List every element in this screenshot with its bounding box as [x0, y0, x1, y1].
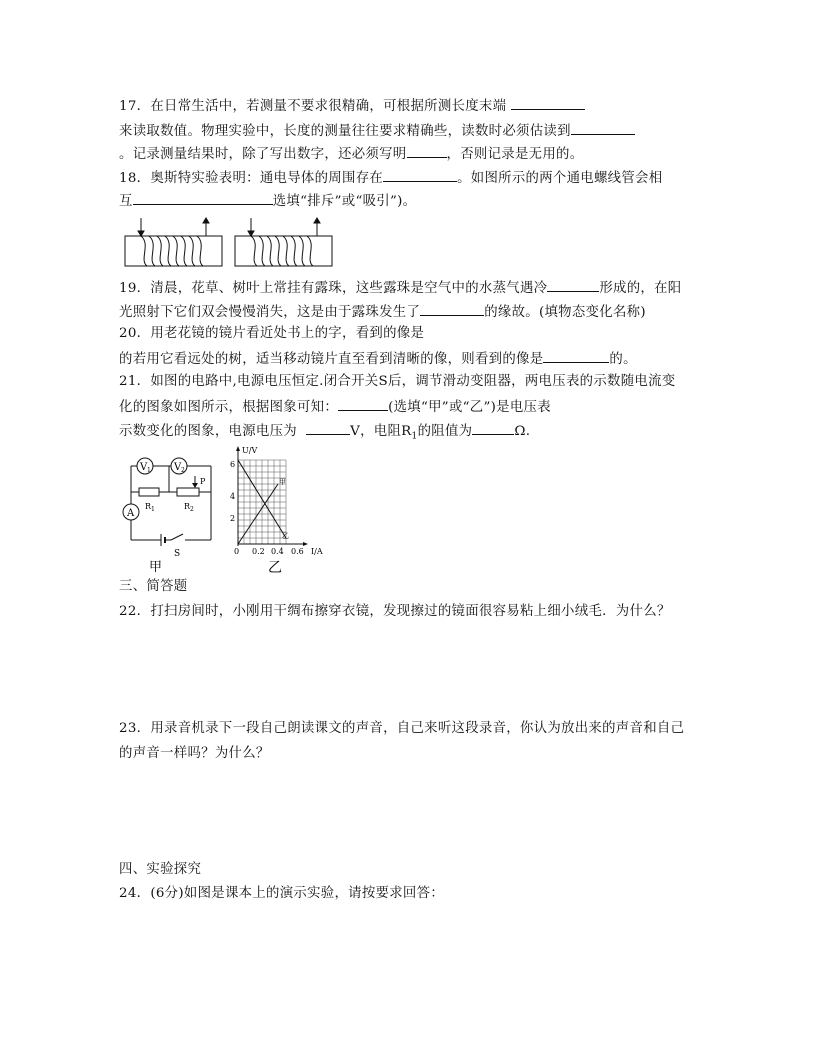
resistor-r2 — [177, 488, 199, 496]
q19-blank1[interactable] — [547, 278, 599, 292]
q17-blank3[interactable] — [407, 144, 447, 158]
graph-label-jia: 甲 — [279, 478, 286, 486]
x-tick-0.4: 0.4 — [271, 547, 284, 556]
q18-line1: 18．奥斯特实验表明：通电导体的周围存在 。如图所示的两个通电螺线管会相 — [119, 168, 662, 188]
q19-line2: 光照射下它们双会慢慢消失，这是由于露珠发生了 的缘故。(填物态变化名称) — [119, 302, 646, 322]
q21-blank3[interactable] — [472, 421, 514, 435]
q23-line2: 的声音一样吗？为什么？ — [119, 746, 270, 761]
q22-text: 22．打扫房间时，小刚用干绸布擦穿衣镜，发现擦过的镜面很容易粘上细小绒毛．为什么？ — [119, 604, 671, 619]
y-tick-4: 4 — [230, 492, 236, 501]
voltmeter-v2-label: V — [174, 462, 182, 473]
slider-label: P — [200, 477, 206, 486]
q20-line1: 20．用老花镜的镜片看近处书上的字，看到的像是 — [119, 326, 425, 341]
q21-line2: 化的图象如图所示，根据图象可知： (选填“甲”或“乙”)是电压表 — [119, 397, 551, 417]
q19-blank2[interactable] — [420, 302, 484, 316]
resistor-r1-sub: 1 — [151, 506, 155, 513]
resistor-r2-sub: 2 — [190, 506, 194, 513]
q17-blank2[interactable] — [571, 121, 635, 135]
q19-line1: 19．清晨，花草、树叶上常挂有露珠，这些露珠是空气中的水蒸气遇冷 形成的，在阳 — [119, 278, 682, 298]
q18-blank1[interactable] — [383, 168, 457, 182]
q17-line1: 17．在日常生活中，若测量不要求很精确，可根据所测长度末端 — [119, 96, 585, 116]
resistor-r1 — [139, 488, 159, 496]
solenoid-left — [125, 218, 222, 266]
q17-line2: 来读取数值。物理实验中，长度的测量往往要求精确些，读数时必须估读到 — [119, 121, 635, 141]
resistor-r2-label: R — [184, 502, 191, 511]
voltmeter-v1-label: V — [140, 462, 148, 473]
slider-arrow — [192, 476, 198, 488]
graph-xlabel: I/A — [311, 547, 323, 556]
voltmeter-v1-sub: 1 — [147, 467, 151, 474]
graph-ylabel: U/V — [242, 446, 258, 455]
circuit-figure — [121, 452, 221, 574]
q24-text: 24．(6分)如图是课本上的演示实验，请按要求回答： — [119, 886, 445, 901]
q20-blank[interactable] — [543, 349, 609, 363]
circuit-caption: 甲 — [149, 560, 163, 574]
graph-caption: 乙 — [268, 560, 282, 576]
resistor-r1-label: R — [145, 502, 152, 511]
q20-line2: 的若用它看远处的树，适当移动镜片直至看到清晰的像，则看到的像是 的。 — [119, 349, 637, 369]
q21-line3: 示数变化的图象，电源电压为 V，电阻$R_1$的阻值为 Ω. — [119, 421, 530, 446]
solenoids-figure — [121, 214, 341, 270]
voltmeter-v2-sub: 2 — [181, 467, 185, 474]
solenoid-right — [235, 218, 332, 266]
q18-blank2[interactable] — [133, 191, 273, 205]
graph-figure — [228, 442, 348, 576]
y-tick-2: 2 — [230, 514, 236, 523]
x-tick-0.6: 0.6 — [291, 547, 304, 556]
q17-blank1[interactable] — [511, 96, 585, 110]
q17-line3: 。记录测量结果时，除了写出数字，还必须写明 ，否则记录是无用的。 — [119, 144, 583, 164]
section4-title: 四、实验探究 — [119, 862, 202, 877]
q21-blank1[interactable] — [338, 397, 388, 411]
switch-label: S — [174, 549, 181, 559]
q21-blank2[interactable] — [306, 421, 350, 435]
section3-title: 三、简答题 — [119, 579, 188, 594]
y-axis-arrow — [236, 446, 240, 451]
graph-label-yi: 乙 — [282, 532, 289, 540]
y-tick-6: 6 — [230, 460, 236, 469]
x-tick-0.2: 0.2 — [252, 547, 265, 556]
x-tick-0: 0 — [234, 547, 240, 556]
q18-line2: 互 选填“排斥”或“吸引”)。 — [119, 191, 416, 211]
ammeter-label: A — [127, 508, 135, 519]
q23-line1: 23．用录音机录下一段自己朗读课文的声音，自己来听这段录音，你认为放出来的声音和自己 — [119, 721, 685, 736]
q21-line1: 21．如图的电路中,电源电压恒定.闭合开关S后，调节滑动变阻器，两电压表的示数随电流变 — [119, 374, 676, 389]
x-axis-arrow — [303, 542, 308, 546]
